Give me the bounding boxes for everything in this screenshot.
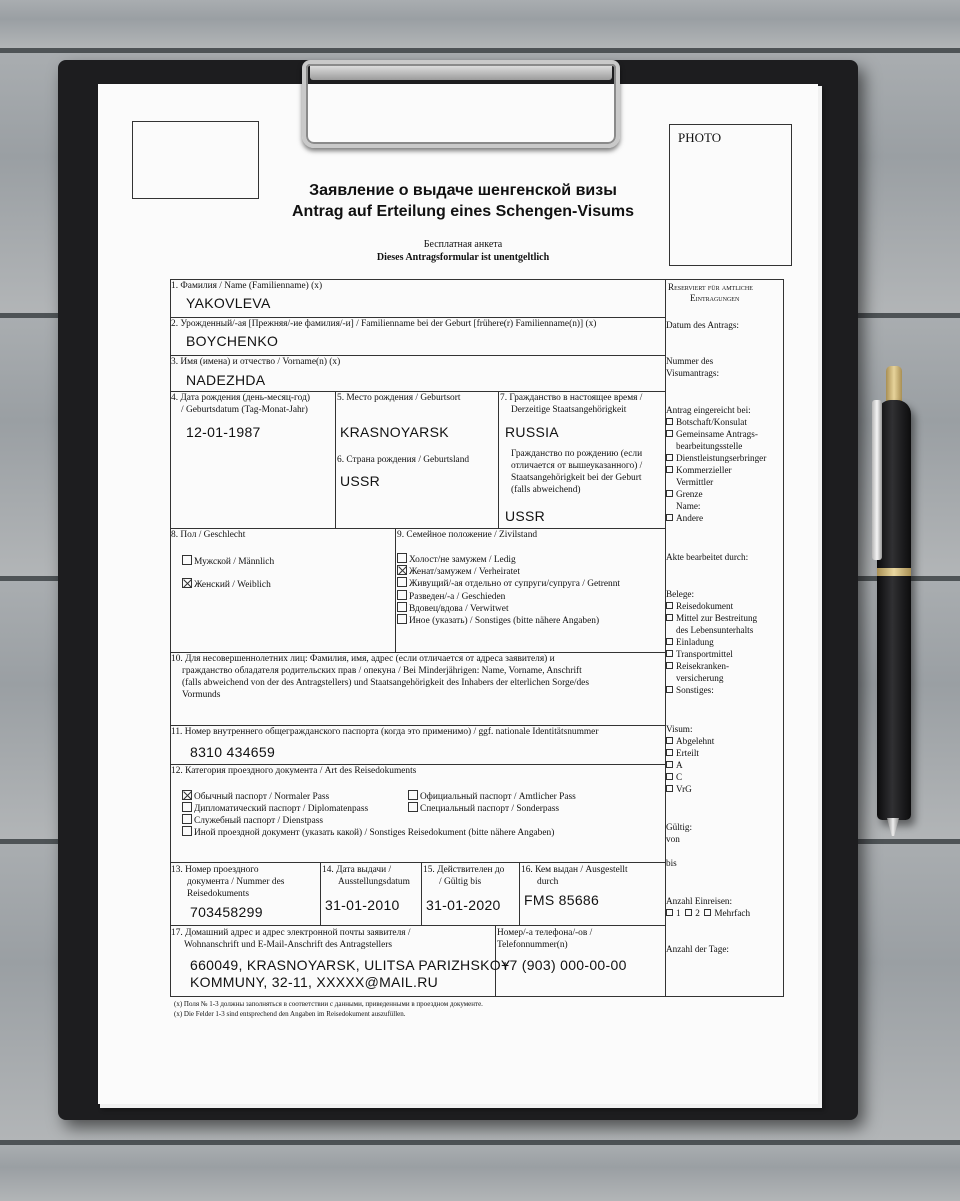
application-number-label: Nummer des bbox=[666, 356, 714, 366]
surname-label: 1. Фамилия / Name (Familienname) (x) bbox=[171, 281, 323, 291]
visa-issued bbox=[666, 748, 699, 759]
photo-label: PHOTO bbox=[678, 130, 722, 145]
filed-other-label: Andere bbox=[676, 513, 704, 523]
visa-refused bbox=[666, 736, 714, 747]
type-c-label: C bbox=[676, 772, 683, 782]
birth-surname-label: 2. Урожденный/-ая [Прежняя/-ие фамилия/-и] / Familienname bei der Geburt [frühere(r) Familienname(n)] (x) bbox=[171, 319, 597, 329]
issued-by-label-1: 16. Кем выдан / Ausgestellt bbox=[521, 865, 628, 875]
application-number-label-2: Visumantrags: bbox=[666, 368, 720, 378]
issued-by-value[interactable]: FMS 85686 bbox=[524, 892, 600, 908]
official-passport-label: Официальный паспорт / Amtlicher Pass bbox=[420, 792, 576, 802]
valid-until-label-1: 15. Действителен до bbox=[423, 865, 505, 875]
doc-other-label: Sonstiges: bbox=[676, 685, 714, 695]
doc-means-2: des Lebensunterhalts bbox=[676, 625, 754, 635]
type-c-checkbox[interactable] bbox=[666, 773, 673, 780]
male-label: Мужской / Männlich bbox=[194, 557, 275, 567]
minor-guardian-label-4: Vormunds bbox=[182, 690, 221, 700]
official-use-heading: Reserviert für amtliche bbox=[668, 282, 753, 292]
travel-doc-label: Reisedokument bbox=[676, 601, 734, 611]
birth-nationality-label-2: отличается от вышеуказанного) / bbox=[511, 461, 643, 471]
married-label: Женат/замужем / Verheiratet bbox=[409, 567, 520, 577]
issued-by-label-2: durch bbox=[537, 877, 559, 887]
visa-type-c bbox=[666, 772, 682, 783]
means-checkbox[interactable] bbox=[666, 614, 673, 621]
issued-label: Erteilt bbox=[676, 748, 699, 758]
footnote-de: (x) Die Felder 1-3 sind entsprechend den Angaben im Reisedokument auszufüllen. bbox=[174, 1010, 406, 1018]
valid-label: Gültig: bbox=[666, 822, 693, 832]
filed-border-name: Name: bbox=[676, 501, 701, 511]
official-passport-checkbox[interactable] bbox=[408, 790, 418, 800]
address-value-1[interactable]: 660049, KRASNOYARSK, ULITSA PARIZHSKOY bbox=[190, 957, 511, 973]
entries-options bbox=[666, 908, 750, 919]
phone-label-2: Telefonnummer(n) bbox=[497, 940, 568, 950]
documents-label: Belege: bbox=[666, 589, 695, 599]
divorced-checkbox[interactable] bbox=[397, 590, 407, 600]
doc-insurance-2: versicherung bbox=[676, 673, 724, 683]
border-checkbox[interactable] bbox=[666, 490, 673, 497]
married-checkbox-checked[interactable] bbox=[397, 565, 407, 575]
first-name-value[interactable]: NADEZHDA bbox=[186, 372, 266, 388]
nationality-value[interactable]: RUSSIA bbox=[505, 424, 559, 440]
footnote-ru: (x) Поля № 1-3 должны заполняться в соответствии с данными, приведенными в проездном документе. bbox=[174, 1000, 483, 1008]
travel-doc-type-label: 12. Категория проездного документа / Art des Reisedokuments bbox=[171, 766, 417, 776]
marital-status-label: 9. Семейное положение / Zivilstand bbox=[397, 530, 538, 540]
special-passport-label: Специальный паспорт / Sonderpass bbox=[420, 804, 560, 814]
passport-number-label-1: 13. Номер проездного bbox=[171, 865, 259, 875]
refused-label: Abgelehnt bbox=[676, 736, 715, 746]
insurance-checkbox[interactable] bbox=[666, 662, 673, 669]
filed-intermediary bbox=[666, 465, 732, 476]
doc-means bbox=[666, 613, 757, 624]
sex-option-male[interactable] bbox=[182, 555, 274, 569]
birth-date-value[interactable]: 12-01-1987 bbox=[186, 424, 261, 440]
issue-date-label-1: 14. Дата выдачи / bbox=[322, 865, 392, 875]
issue-date-label-2: Ausstellungsdatum bbox=[338, 877, 410, 887]
service-provider-checkbox[interactable] bbox=[666, 454, 673, 461]
visa-type-vrg bbox=[666, 784, 692, 795]
type-vrg-label: VrG bbox=[676, 784, 692, 794]
means-label: Mittel zur Bestreitung bbox=[676, 613, 758, 623]
doc-other[interactable] bbox=[182, 826, 554, 840]
entries-multiple-checkbox[interactable] bbox=[704, 909, 711, 916]
diplomatic-passport-label: Дипломатический паспорт / Diplomatenpass bbox=[194, 804, 369, 814]
processed-by-label: Akte bearbeitet durch: bbox=[666, 552, 749, 562]
birth-surname-value[interactable]: BOYCHENKO bbox=[186, 333, 279, 349]
address-label-1: 17. Домашний адрес и адрес электронной почты заявителя / bbox=[171, 928, 411, 938]
other-doc-label: Иной проездной документ (указать какой) / Sonstiges Reisedokument (bitte nähere Angaben) bbox=[194, 828, 555, 838]
other-doc-checkbox[interactable] bbox=[182, 826, 192, 836]
filed-embassy bbox=[666, 417, 747, 428]
single-label: Холост/не замужем / Ledig bbox=[409, 555, 516, 565]
national-id-label: 11. Номер внутреннего общегражданского паспорта (когда это применимо) / ggf. nationale Identitätsnummer bbox=[171, 727, 599, 737]
passport-number-value[interactable]: 703458299 bbox=[190, 904, 263, 920]
birth-nationality-label-1: Гражданство по рождению (если bbox=[511, 449, 643, 459]
other-marital-checkbox[interactable] bbox=[397, 614, 407, 624]
days-label: Anzahl der Tage: bbox=[666, 944, 729, 954]
filed-other bbox=[666, 513, 703, 524]
pen bbox=[877, 400, 911, 820]
surname-value[interactable]: YAKOVLEVA bbox=[186, 295, 271, 311]
ordinary-passport-checkbox-checked[interactable] bbox=[182, 790, 192, 800]
free-form-de: Dieses Antragsformular ist unentgeltlich bbox=[376, 252, 550, 263]
single-checkbox[interactable] bbox=[397, 553, 407, 563]
ordinary-passport-label: Обычный паспорт / Normaler Pass bbox=[194, 792, 330, 802]
phone-label-1: Номер/-а телефона/-ов / bbox=[497, 928, 593, 938]
binder-clip bbox=[302, 60, 620, 148]
birth-country-value[interactable]: USSR bbox=[340, 473, 381, 489]
male-checkbox[interactable] bbox=[182, 555, 192, 565]
first-name-label: 3. Имя (имена) и отчество / Vorname(n) (x) bbox=[171, 357, 341, 367]
official-use-heading-2: Eintragungen bbox=[690, 293, 740, 303]
divorced-label: Разведен/-а / Geschieden bbox=[409, 592, 506, 602]
address-label-2: Wohnanschrift und E-Mail-Anschrift des Antragstellers bbox=[184, 940, 393, 950]
diplomatic-passport-checkbox[interactable] bbox=[182, 802, 192, 812]
free-form-ru: Бесплатная анкета bbox=[423, 239, 503, 250]
widowed-checkbox[interactable] bbox=[397, 602, 407, 612]
other-marital-label: Иное (указать) / Sonstiges (bitte nähere Angaben) bbox=[409, 616, 600, 626]
pen-ring bbox=[877, 568, 911, 576]
nationality-label-de: Derzeitige Staatsangehörigkeit bbox=[511, 405, 627, 415]
common-centre-checkbox[interactable] bbox=[666, 430, 673, 437]
filed-border bbox=[666, 489, 703, 500]
entries-one-label: 1 bbox=[676, 908, 681, 918]
service-provider-label: Dienstleistungserbringer bbox=[676, 453, 767, 463]
issued-checkbox[interactable] bbox=[666, 749, 673, 756]
valid-to-label: bis bbox=[666, 858, 677, 868]
application-date-label: Datum des Antrags: bbox=[666, 320, 739, 330]
transport-label: Transportmittel bbox=[676, 649, 733, 659]
title-de: Antrag auf Erteilung eines Schengen-Visums bbox=[292, 203, 634, 220]
female-checkbox-checked[interactable] bbox=[182, 578, 192, 588]
birth-nationality-label-3: Staatsangehörigkeit bei der Geburt bbox=[511, 473, 642, 483]
valid-from-label: von bbox=[666, 834, 680, 844]
passport-number-label-2: документа / Nummer des bbox=[187, 877, 285, 887]
type-a-label: A bbox=[676, 760, 683, 770]
phone-value[interactable]: +7 (903) 000-00-00 bbox=[501, 957, 627, 973]
doc-other bbox=[666, 685, 714, 696]
separated-label: Живущий/-ая отдельно от супруги/супруга / Getrennt bbox=[409, 579, 621, 589]
insurance-label: Reisekranken- bbox=[676, 661, 730, 671]
pen-clip bbox=[872, 400, 882, 560]
birth-nationality-value[interactable]: USSR bbox=[505, 508, 546, 524]
widowed-label: Вдовец/вдова / Verwitwet bbox=[409, 604, 509, 614]
minor-guardian-label-3: (falls abweichend von der des Antragstellers) und Staatsangehörigkeit des Inhabers der elterlichen Sorge/des bbox=[182, 678, 589, 688]
nationality-label: 7. Гражданство в настоящее время / bbox=[500, 393, 643, 403]
doc-other-checkbox[interactable] bbox=[666, 686, 673, 693]
doc-transport bbox=[666, 649, 733, 660]
passport-number-label-3: Reisedokuments bbox=[187, 889, 249, 899]
border-label: Grenze bbox=[676, 489, 703, 499]
type-a-checkbox[interactable] bbox=[666, 761, 673, 768]
sex-label: 8. Пол / Geschlecht bbox=[171, 530, 246, 540]
application-form-page bbox=[98, 84, 818, 1104]
type-vrg-checkbox[interactable] bbox=[666, 785, 673, 792]
service-passport-label: Служебный паспорт / Dienstpass bbox=[194, 816, 324, 826]
filed-common-centre-2: bearbeitungsstelle bbox=[676, 441, 743, 451]
birth-date-label: 4. Дата рождения (день-месяц-год) bbox=[171, 393, 310, 403]
common-centre-label: Gemeinsame Antrags- bbox=[676, 429, 758, 439]
entries-one-checkbox[interactable] bbox=[666, 909, 673, 916]
entries-label: Anzahl Einreisen: bbox=[666, 896, 733, 906]
transport-checkbox[interactable] bbox=[666, 650, 673, 657]
wood-plank bbox=[0, 0, 960, 48]
birth-country-label: 6. Страна рождения / Geburtsland bbox=[337, 455, 470, 465]
visa-type-a bbox=[666, 760, 683, 771]
pen-button bbox=[886, 366, 902, 404]
birth-nationality-label-4: (falls abweichend) bbox=[511, 485, 581, 495]
intermediary-checkbox[interactable] bbox=[666, 466, 673, 473]
embassy-label: Botschaft/Konsulat bbox=[676, 417, 747, 427]
filed-at-label: Antrag eingereicht bei: bbox=[666, 405, 751, 415]
doc-invitation bbox=[666, 637, 714, 648]
doc-travel bbox=[666, 601, 733, 612]
invitation-checkbox[interactable] bbox=[666, 638, 673, 645]
minor-guardian-label-1: 10. Для несовершеннолетних лиц: Фамилия, имя, адрес (если отличается от адреса заявителя) и bbox=[171, 654, 555, 664]
filed-intermediary-2: Vermittler bbox=[676, 477, 714, 487]
valid-until-label-2: / Gültig bis bbox=[439, 877, 482, 887]
entries-multiple-label: Mehrfach bbox=[714, 908, 751, 918]
service-passport-checkbox[interactable] bbox=[182, 814, 192, 824]
special-passport-checkbox[interactable] bbox=[408, 802, 418, 812]
travel-doc-checkbox[interactable] bbox=[666, 602, 673, 609]
separated-checkbox[interactable] bbox=[397, 577, 407, 587]
national-id-value[interactable]: 8310 434659 bbox=[190, 744, 276, 760]
entries-two-label: 2 bbox=[695, 908, 700, 918]
title-ru: Заявление о выдаче шенгенской визы bbox=[309, 182, 617, 199]
birth-place-label: 5. Место рождения / Geburtsort bbox=[337, 393, 461, 403]
marital-separated[interactable] bbox=[397, 577, 620, 591]
minor-guardian-label-2: гражданство обладателя родительских прав / опекуна / Bei Minderjährigen: Name, Vorname, Anschrift bbox=[182, 666, 582, 676]
wood-plank bbox=[0, 1145, 960, 1201]
marital-other[interactable] bbox=[397, 614, 599, 628]
intermediary-label: Kommerzieller bbox=[676, 465, 732, 475]
birth-place-value[interactable]: KRASNOYARSK bbox=[340, 424, 449, 440]
invitation-label: Einladung bbox=[676, 637, 714, 647]
filed-service-provider bbox=[666, 453, 766, 464]
address-value-2[interactable]: KOMMUNY, 32-11, XXXXX@MAIL.RU bbox=[190, 974, 439, 990]
refused-checkbox[interactable] bbox=[666, 737, 673, 744]
filed-other-checkbox[interactable] bbox=[666, 514, 673, 521]
doc-insurance bbox=[666, 661, 729, 672]
valid-until-value[interactable]: 31-01-2020 bbox=[426, 897, 501, 913]
doc-special[interactable] bbox=[408, 802, 559, 816]
issue-date-value[interactable]: 31-01-2010 bbox=[325, 897, 400, 913]
filed-common-centre bbox=[666, 429, 758, 440]
embassy-checkbox[interactable] bbox=[666, 418, 673, 425]
entries-two-checkbox[interactable] bbox=[685, 909, 692, 916]
visa-label: Visum: bbox=[666, 724, 693, 734]
female-label: Женский / Weiblich bbox=[194, 580, 271, 590]
birth-date-label-de: / Geburtsdatum (Tag-Monat-Jahr) bbox=[181, 405, 308, 415]
sex-option-female[interactable] bbox=[182, 578, 271, 592]
